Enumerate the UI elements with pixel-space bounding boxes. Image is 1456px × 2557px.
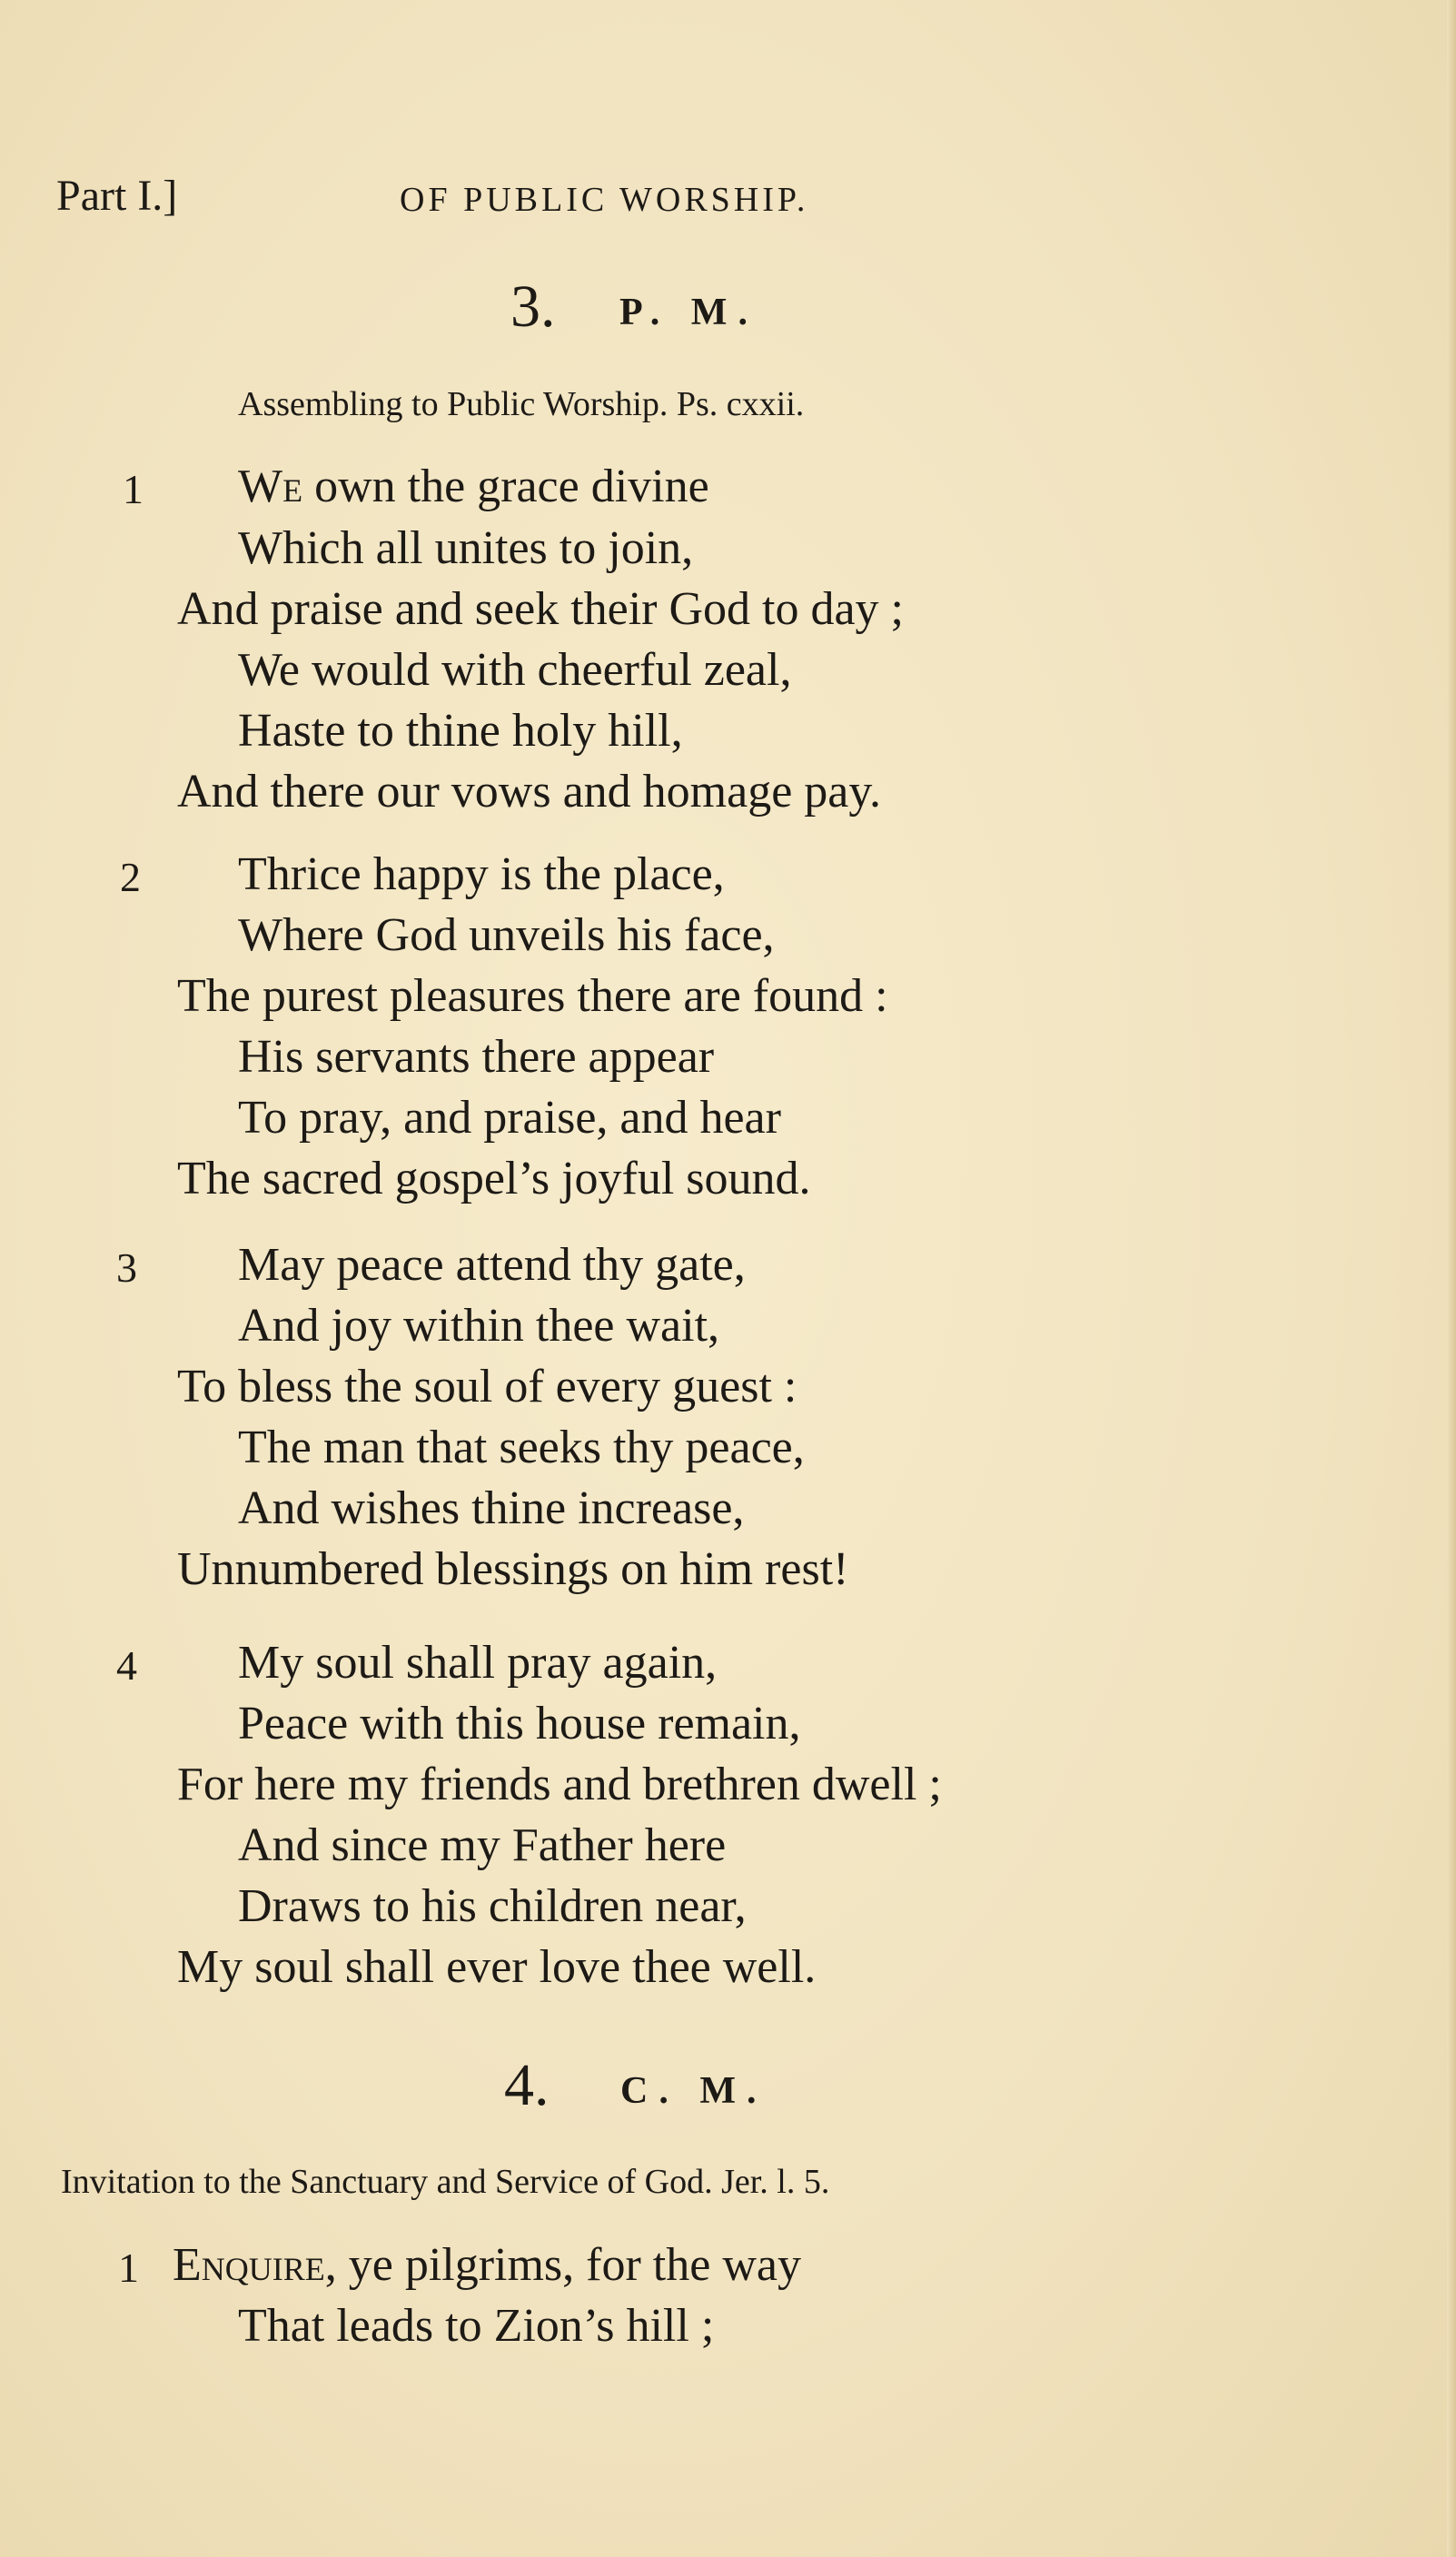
drop-word: We [238, 461, 303, 512]
hymn-line: My soul shall ever love thee well. [177, 1941, 817, 1993]
hymn-line: And wishes thine increase, [238, 1482, 745, 1534]
hymn-3-meter: P. M. [619, 292, 758, 333]
line-rest: own the grace divine [302, 461, 709, 512]
hymn-line: And there our vows and homage pay. [177, 766, 881, 818]
hymn-line: Thrice happy is the place, [238, 848, 725, 900]
hymn-4-number: 4. [504, 2052, 550, 2118]
hymn-line: May peace attend thy gate, [238, 1239, 746, 1291]
hymn-line: Unnumbered blessings on him rest! [177, 1543, 849, 1595]
verse-number: 3 [116, 1244, 137, 1291]
hymn-line: And joy within thee wait, [238, 1300, 720, 1352]
hymn-4-meter: C. M. [620, 2070, 768, 2112]
hymn-line: Draws to his children near, [238, 1880, 747, 1932]
hymn-3-subtitle: Assembling to Public Worship. Ps. cxxii. [238, 385, 805, 423]
hymn-line: To bless the soul of every guest : [177, 1361, 797, 1412]
hymn-line: The purest pleasures there are found : [177, 970, 888, 1022]
verse-number: 1 [118, 2245, 139, 2291]
verse-number: 1 [123, 466, 144, 512]
hymn-line: My soul shall pray again, [238, 1637, 718, 1689]
page-edge [1447, 0, 1456, 2557]
line-rest: , ye pilgrims, for the way [324, 2239, 801, 2291]
verse-number: 2 [120, 854, 141, 900]
hymn-line [173, 2238, 801, 2292]
verse-number: 4 [116, 1642, 137, 1689]
hymn-line: Where God unveils his face, [238, 909, 775, 961]
hymn-4-subtitle: Invitation to the Sanctuary and Service of God. Jer. l. 5. [61, 2163, 830, 2201]
hymn-line: And since my Father here [238, 1819, 727, 1871]
hymn-line: We would with cheerful zeal, [238, 644, 792, 696]
hymn-line: The man that seeks thy peace, [238, 1422, 805, 1473]
hymn-line: To pray, and praise, and hear [238, 1092, 781, 1144]
hymn-line: The sacred gospel’s joyful sound. [177, 1153, 811, 1204]
running-header-title: OF PUBLIC WORSHIP. [400, 181, 809, 219]
hymn-line: And praise and seek their God to day ; [177, 583, 905, 635]
hymn-line: That leads to Zion’s hill ; [238, 2300, 715, 2352]
drop-word: Enquire [173, 2239, 325, 2291]
hymn-line: Which all unites to join, [238, 522, 694, 574]
hymn-line [238, 460, 709, 513]
hymn-line: Haste to thine holy hill, [238, 705, 683, 757]
running-header-part: Part I.] [56, 172, 178, 220]
hymn-line: Peace with this house remain, [238, 1698, 801, 1749]
hymn-line: His servants there appear [238, 1031, 715, 1083]
hymn-line: For here my friends and brethren dwell ; [177, 1759, 942, 1810]
hymn-3-number: 3. [510, 273, 556, 340]
